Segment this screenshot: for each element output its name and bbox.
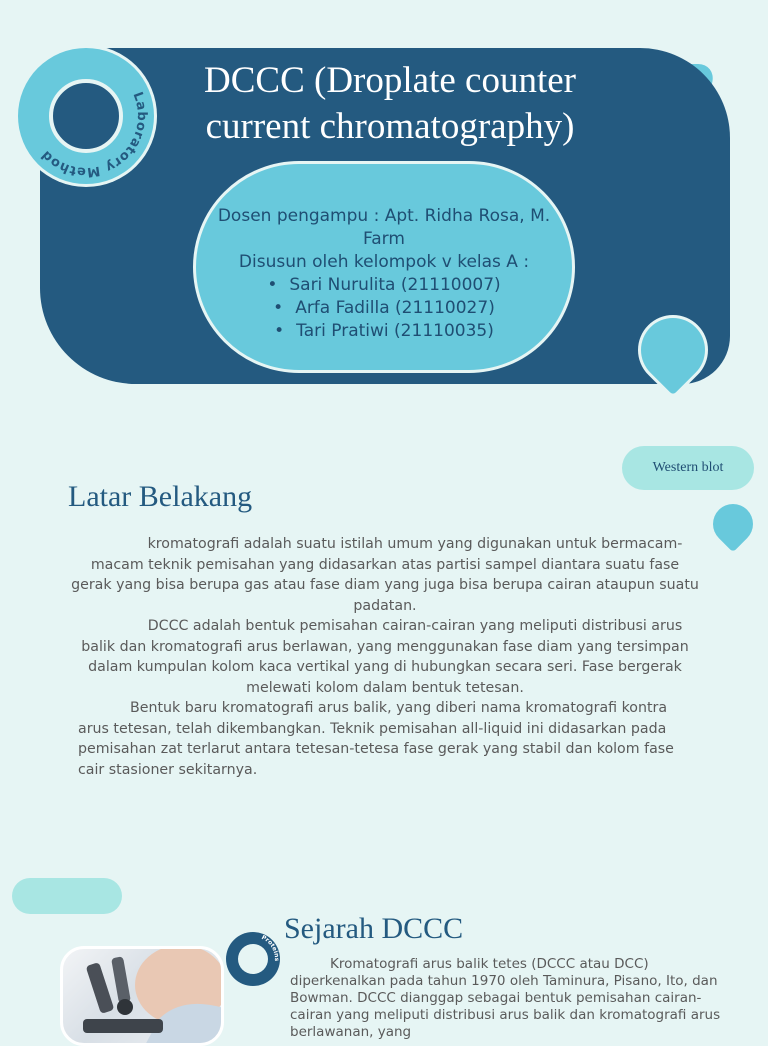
empty-tag	[12, 878, 122, 914]
member-list	[210, 274, 558, 343]
member-item: • Tari Pratiwi (21110035)	[210, 320, 558, 343]
latar-paragraph-1: kromatografi adalah suatu istilah umum yang digunakan untuk bermacam-macam teknik pemisahan yang didasarkan atas partisi sampel diantara suatu fase gerak yang bisa berupa gas atau fase diam yang juga bisa berupa cairan ataupun suatu padatan.	[71, 536, 699, 614]
lecturer-line: Dosen pengampu : Apt. Ridha Rosa, M. Farm	[217, 206, 551, 249]
svg-text:Laboratory Method	[38, 90, 148, 179]
droplet-small-icon	[705, 496, 762, 553]
page-title	[160, 58, 620, 150]
proteins-label: Proteins	[260, 934, 280, 962]
group-line: Disusun oleh kelompok v kelas A :	[238, 252, 530, 272]
western-blot-tag: Western blot	[622, 446, 754, 490]
latar-body	[70, 534, 700, 780]
laboratory-method-badge	[18, 48, 154, 184]
info-block	[210, 205, 558, 343]
sejarah-paragraph-1: Kromatografi arus balik tetes (DCCC atau DCC) diperkenalkan pada tahun 1970 oleh Taminura, Pisano, Ito, dan Bowman. DCCC dianggap sebagai bentuk pemisahan cairan-cairan yang meliputi distribusi arus balik dan kromatografi arus berlawanan, yang	[290, 956, 721, 1040]
microscope-image	[63, 949, 224, 1046]
member-item: • Arfa Fadilla (21110027)	[210, 297, 558, 320]
proteins-badge	[226, 932, 280, 986]
title-line-2: current chromatography)	[205, 106, 575, 147]
latar-paragraph-2: DCCC adalah bentuk pemisahan cairan-cairan yang meliputi distribusi arus balik dan kromatografi arus berlawan, yang menggunakan fase diam yang tersimpan dalam kumpulan kolom kaca vertikal yang di hubungkan secara seri. Fase bergerak melewati kolom dalam bentuk tetesan.	[81, 618, 689, 696]
sejarah-body	[290, 956, 740, 1041]
badge-label: Laboratory Method	[38, 90, 149, 180]
badge-curved-text	[18, 48, 154, 184]
section-heading-sejarah: Sejarah DCCC	[284, 912, 464, 945]
title-line-1: DCCC (Droplate counter	[204, 60, 576, 101]
svg-text:Proteins	[260, 934, 280, 962]
section-heading-latar: Latar Belakang	[68, 480, 253, 513]
proteins-badge-text	[226, 932, 280, 986]
lab-photo	[60, 946, 224, 1046]
latar-paragraph-3: Bentuk baru kromatografi arus balik, yang diberi nama kromatografi kontra arus tetesan, telah dikembangkan. Teknik pemisahan all-liquid ini didasarkan pada pemisahan zat terlarut antara tetesan-tetesa fase gerak yang stabil dan kolom fase cair stasioner sekitarnya.	[78, 700, 674, 778]
member-item: • Sari Nurulita (21110007)	[210, 274, 558, 297]
